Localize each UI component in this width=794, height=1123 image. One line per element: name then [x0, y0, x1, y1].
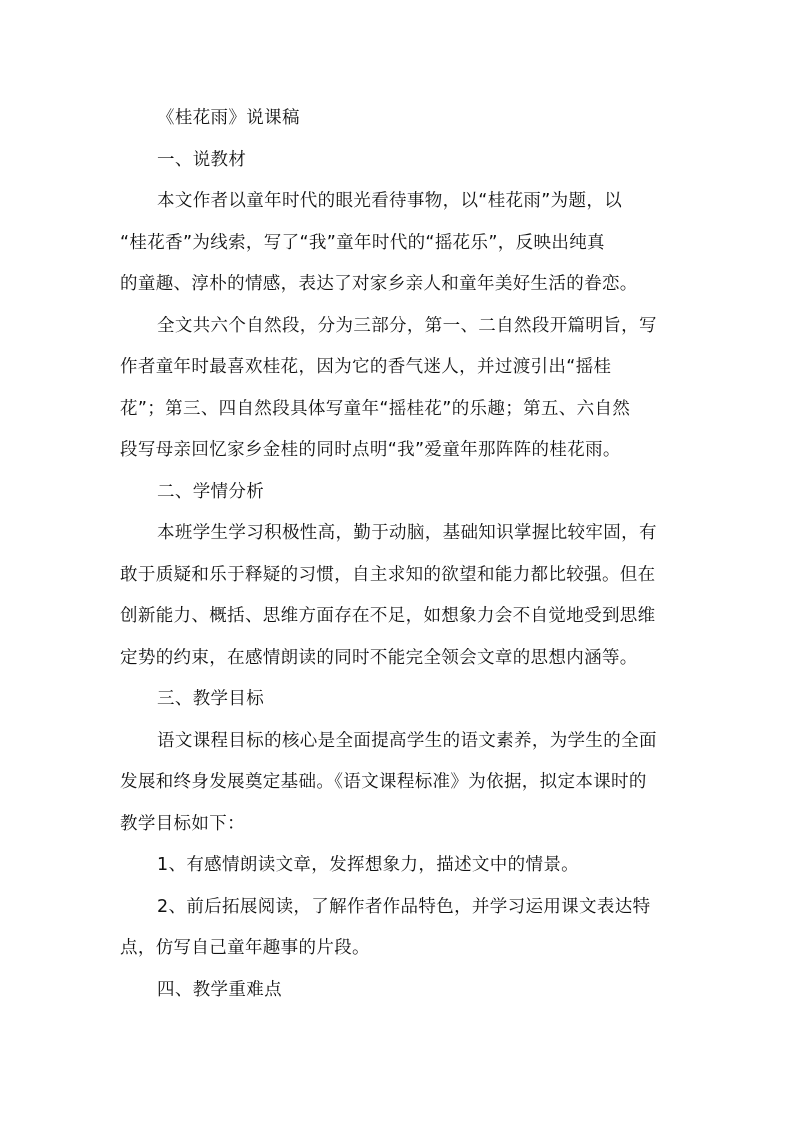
- paragraph: [120, 306, 680, 472]
- paragraph-line: 教学目标如下：: [120, 813, 245, 834]
- document-title: 《桂花雨》说课稿: [157, 108, 300, 128]
- paragraph-line: 语文课程目标的核心是全面提高学生的语文素养，为学生的全面: [157, 730, 657, 751]
- paragraph: [120, 845, 680, 887]
- paragraph-line: 定势的约束，在感情朗读的同时不能完全领会文章的思想内涵等。: [120, 647, 638, 668]
- paragraph-line: 点，仿写自己童年趣事的片段。: [120, 938, 370, 958]
- paragraph-line: 敢于质疑和乐于释疑的习惯，自主求知的欲望和能力都比较强。但在: [120, 564, 656, 585]
- paragraph-line: 花”；第三、四自然段具体写童年“摇桂花”的乐趣；第五、六自然: [120, 398, 631, 419]
- paragraph-line: 本班学生学习积极性高，勤于动脑，基础知识掌握比较牢固，有: [157, 523, 657, 543]
- paragraph-line: 作者童年时最喜欢桂花，因为它的香气迷人，并过渡引出“摇桂: [120, 357, 612, 377]
- paragraph-line: “桂花香”为线索，写了“我”童年时代的“摇花乐”，反映出纯真: [120, 232, 605, 253]
- paragraph-line: 本文作者以童年时代的眼光看待事物，以“桂花雨”为题，以: [157, 191, 623, 211]
- paragraph-line: 1、有感情朗读文章，发挥想象力，描述文中的情景。: [157, 855, 580, 875]
- paragraph: [120, 887, 680, 970]
- paragraph: [120, 513, 680, 679]
- section-heading-1: 一、说教材: [157, 149, 247, 170]
- paragraph-line: 创新能力、概括、思维方面存在不足，如想象力会不自觉地受到思维: [120, 606, 656, 626]
- paragraph: [120, 721, 680, 846]
- paragraph-line: 全文共六个自然段，分为三部分，第一、二自然段开篇明旨，写: [157, 315, 657, 336]
- section-heading-4: 四、教学重难点: [157, 979, 282, 1000]
- paragraph-line: 的童趣、淳朴的情感，表达了对家乡亲人和童年美好生活的眷恋。: [120, 274, 638, 294]
- paragraph-line: 段写母亲回忆家乡金桂的同时点明“我”爱童年那阵阵的桂花雨。: [120, 440, 621, 460]
- paragraph-line: 2、前后拓展阅读，了解作者作品特色，并学习运用课文表达特: [157, 896, 651, 917]
- section-heading-3: 三、教学目标: [157, 689, 265, 709]
- paragraph: [120, 181, 680, 306]
- document-body: [120, 98, 680, 1011]
- section-heading-2: 二、学情分析: [157, 481, 265, 502]
- paragraph-line: 发展和终身发展奠定基础。《语文课程标准》为依据，拟定本课时的: [120, 772, 647, 792]
